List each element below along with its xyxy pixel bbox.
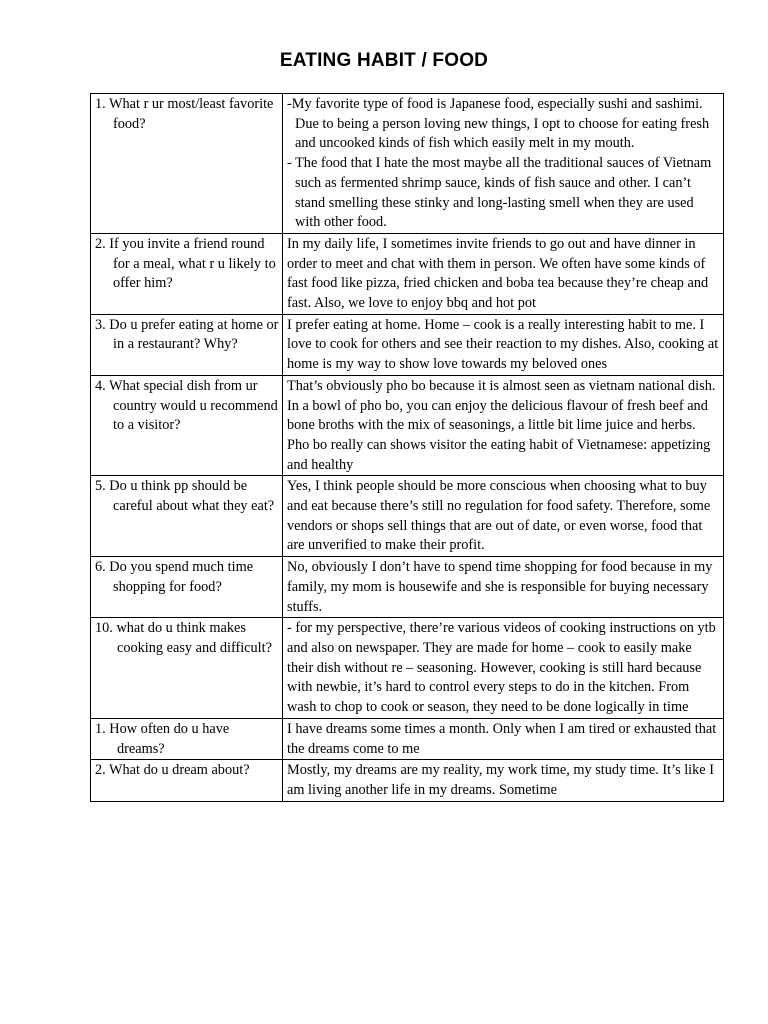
answer-text: Mostly, my dreams are my reality, my work time, my study time. It’s like I am living another life in my dreams. Sometime (287, 762, 714, 798)
question-cell (91, 718, 283, 759)
answer-cell (283, 718, 724, 759)
table-row (91, 375, 724, 476)
table-row (91, 233, 724, 314)
question-text: 2. What do u dream about? (95, 762, 250, 779)
question-cell (91, 557, 283, 618)
answer-text: I prefer eating at home. Home – cook is a really interesting habit to me. I love to cook for others and see their reaction to my dishes. Also, cooking at home is my way to show love towards my beloved ones (287, 316, 719, 373)
answer-cell (283, 476, 724, 557)
question-cell (91, 375, 283, 476)
table-row (91, 314, 724, 375)
question-text: 1. What r ur most/least favorite food? (95, 96, 274, 132)
table-row (91, 557, 724, 618)
answer-cell (283, 760, 724, 801)
answer-text: That’s obviously pho bo because it is almost seen as vietnam national dish. In a bowl of pho bo, you can enjoy the delicious flavour of fresh beef and bone broths with the mix of seasonings, a little bit lime juice and herbs. Pho bo really can shows visitor the eating habit of Vietnamese: appetizing and healthy (287, 377, 716, 473)
answer-cell (283, 233, 724, 314)
answer-text: - for my perspective, there’re various videos of cooking instructions on ytb and also on newspaper. They are made for home – cook to easily make their dish without re – seasoning. However, cooking is still hard because with newbie, it’s hard to control every steps to do in the kitchen. From wash to chop to cook or season, they need to be done logically in time (287, 620, 716, 716)
question-cell (91, 233, 283, 314)
answer-text: In my daily life, I sometimes invite friends to go out and have dinner in order to meet and chat with them in person. We often have some kinds of fast food like pizza, fried chicken and boba tea because they’re cheap and fast. Also, we love to enjoy bbq and hot pot (287, 235, 709, 312)
page-title: EATING HABIT / FOOD (279, 50, 489, 71)
table-row (91, 476, 724, 557)
qa-table (90, 93, 724, 802)
answer-paragraph: - The food that I hate the most maybe all the traditional sauces of Vietnam such as fermented shrimp sauce, kinds of fish sauce and other. I can’t stand smelling these stinky and long-lasting smell when they are used with other food. (287, 155, 712, 231)
question-text: 5. Do u think pp should be careful about what they eat? (95, 478, 275, 515)
question-cell (91, 94, 283, 234)
table-row (91, 718, 724, 759)
question-cell (91, 314, 283, 375)
question-text: 2. If you invite a friend round for a meal, what r u likely to offer him? (95, 235, 276, 292)
answer-cell (283, 557, 724, 618)
question-text: 6. Do you spend much time shopping for food? (95, 559, 254, 595)
answer-cell (283, 314, 724, 375)
answer-cell (283, 375, 724, 476)
answer-paragraph: -My favorite type of food is Japanese food, especially sushi and sashimi. Due to being a person loving new things, I opt to choose for eating fresh and uncooked kinds of fish which easily melt in my mouth. (287, 96, 710, 152)
question-cell (91, 760, 283, 801)
question-text: 3. Do u prefer eating at home or in a restaurant? Why? (95, 316, 279, 353)
question-text: 4. What special dish from ur country would u recommend to a visitor? (95, 377, 278, 434)
question-text: 1. How often do u have dreams? (95, 720, 230, 757)
answer-text: Yes, I think people should be more conscious when choosing what to buy and eat because there’s still no regulation for food safety. Therefore, some vendors or shops sell things that are out of date, or even worse, food that are unverified to make their profit. (287, 478, 711, 554)
table-row (91, 618, 724, 719)
question-text: 10. what do u think makes cooking easy and difficult? (95, 620, 272, 656)
question-cell (91, 618, 283, 719)
table-row (91, 94, 724, 234)
answer-cell (283, 94, 724, 234)
answer-text: I have dreams some times a month. Only when I am tired or exhausted that the dreams come to me (287, 720, 717, 757)
question-cell (91, 476, 283, 557)
table-row (91, 760, 724, 801)
answer-text: No, obviously I don’t have to spend time shopping for food because in my family, my mom is housewife and she is responsible for buying necessary stuffs. (287, 559, 713, 615)
answer-cell (283, 618, 724, 719)
